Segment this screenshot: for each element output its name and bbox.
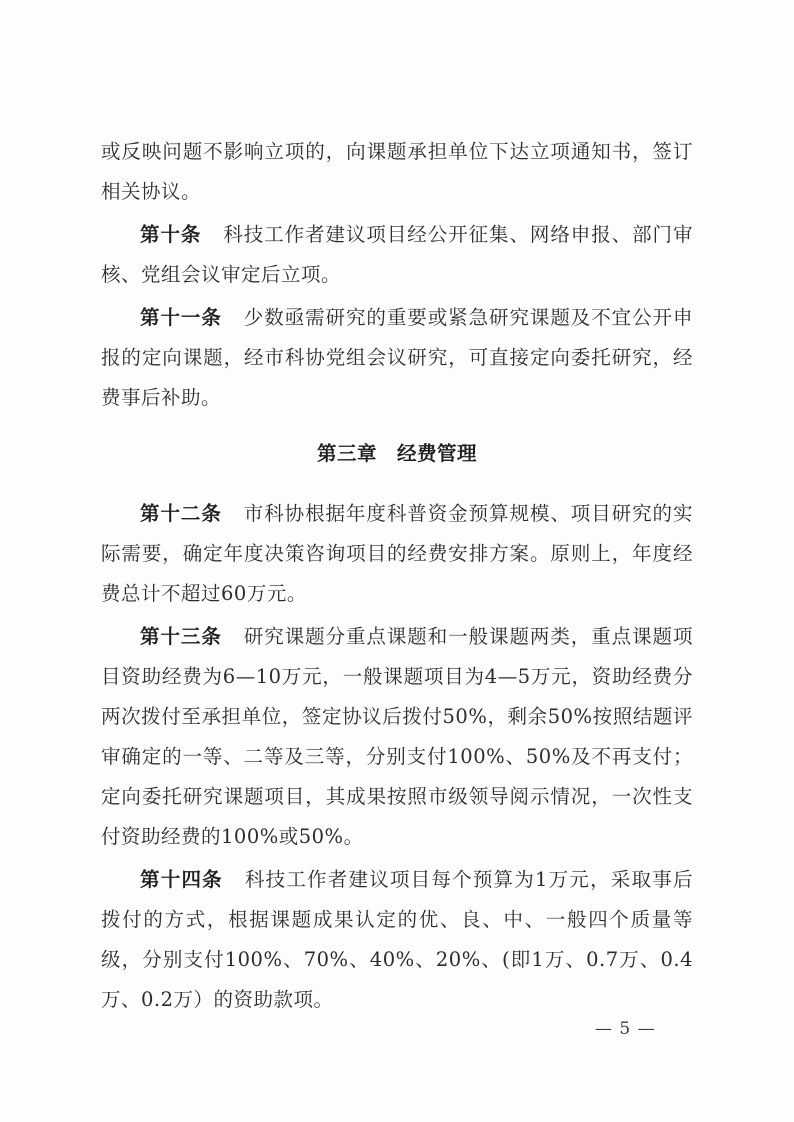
article-13 bbox=[101, 617, 693, 857]
page-number: — 5 — bbox=[595, 1019, 656, 1039]
article-10-text: 科技工作者建议项目经公开征集、网络申报、部门审核、党组会议审定后立项。 bbox=[101, 223, 693, 286]
article-13-text: 研究课题分重点课题和一般课题两类，重点课题项目资助经费为6—10万元，一般课题项目为4—5万元，资助经费分两次拨付至承担单位，签定协议后拨付50%，剩余50%按照结题评审确定的一等、二等及三等，分别支付100%、50%及不再支付；定向委托研究课题项目，其成果按照市级领导阅示情况，一次性支付资助经费的100%或50%。 bbox=[101, 625, 693, 848]
opening-paragraph bbox=[101, 132, 693, 212]
article-11-number: 第十一条 bbox=[140, 306, 222, 329]
article-10 bbox=[101, 215, 693, 295]
article-11 bbox=[101, 298, 693, 418]
chapter-number: 第三章 bbox=[316, 442, 377, 465]
article-12-text: 市科协根据年度科普资金预算规模、项目研究的实际需要，确定年度决策咨询项目的经费安排方案。原则上，年度经费总计不超过60万元。 bbox=[101, 502, 693, 605]
article-14-number: 第十四条 bbox=[140, 868, 223, 891]
chapter-title: 经费管理 bbox=[397, 442, 478, 465]
article-14-text: 科技工作者建议项目每个预算为1万元，采取事后拨付的方式，根据课题成果认定的优、良、中、一般四个质量等级，分别支付100%、70%、40%、20%、(即1万、0.7万、0.4万、0.2万）的资助款项。 bbox=[101, 868, 693, 1011]
chapter-heading bbox=[101, 434, 693, 474]
article-12 bbox=[101, 494, 693, 614]
article-11-text: 少数亟需研究的重要或紧急研究课题及不宜公开申报的定向课题，经市科协党组会议研究，可直接定向委托研究，经费事后补助。 bbox=[101, 306, 693, 409]
document-body bbox=[101, 132, 693, 1020]
article-14 bbox=[101, 860, 693, 1020]
article-12-number: 第十二条 bbox=[140, 502, 222, 525]
article-10-number: 第十条 bbox=[140, 223, 202, 246]
article-13-number: 第十三条 bbox=[140, 625, 222, 648]
opening-paragraph-text: 或反映问题不影响立项的，向课题承担单位下达立项通知书，签订相关协议。 bbox=[101, 140, 693, 203]
